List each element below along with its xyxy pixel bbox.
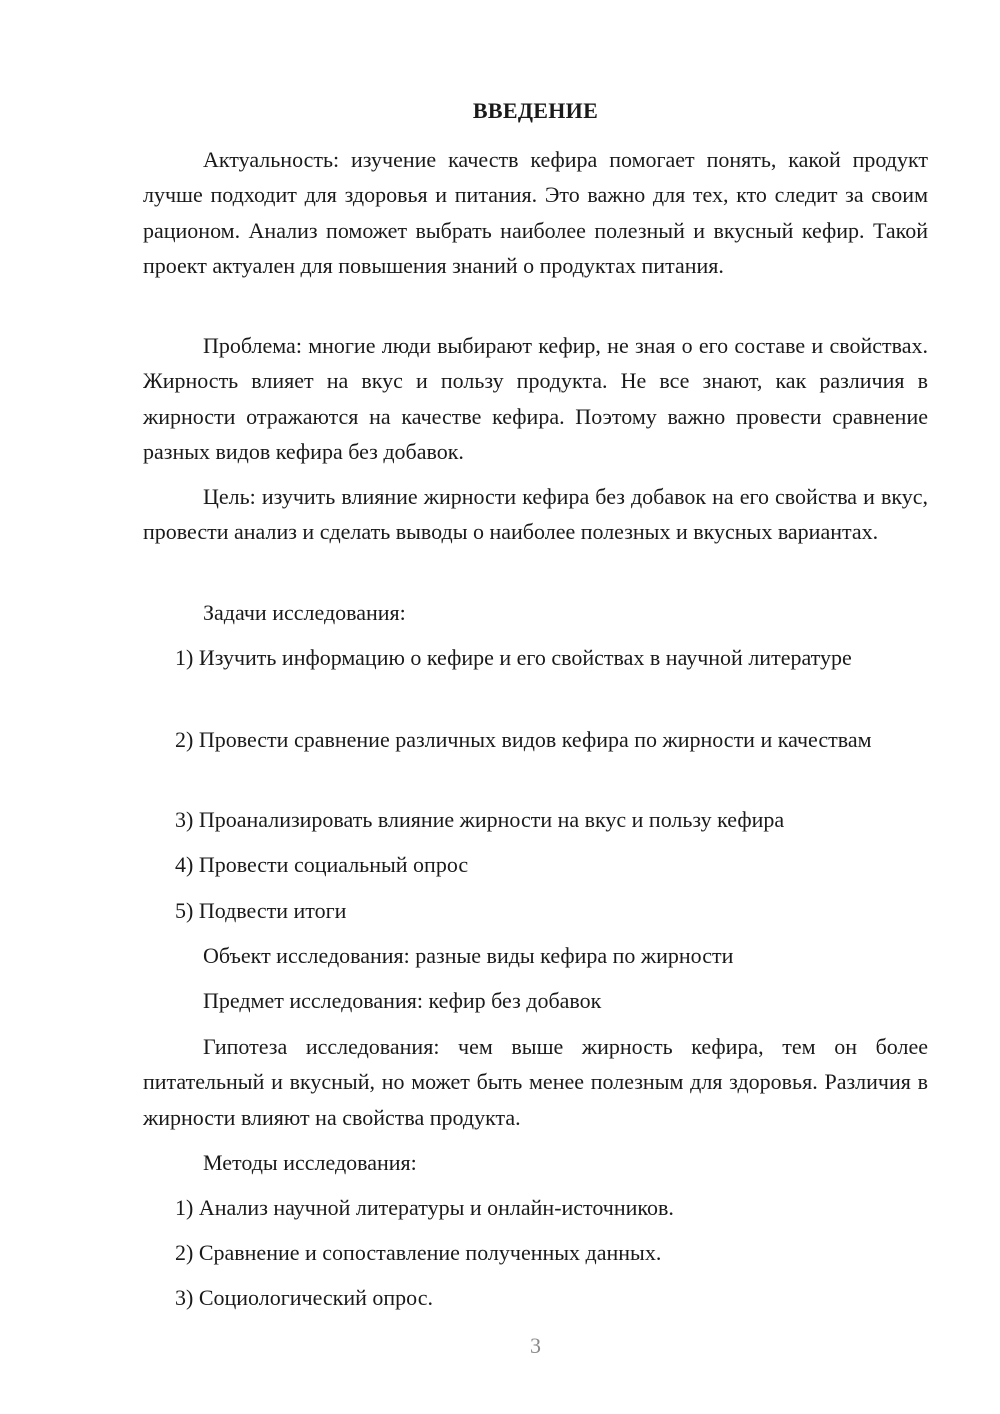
methods-heading: Методы исследования: bbox=[203, 1150, 417, 1175]
paragraph-goal: Цель: изучить влияние жирности кефира без добавок на его свойства и вкус, провести анализ и сделать выводы о наиболее полезных и вкусных вариантах. bbox=[143, 484, 928, 545]
method-item-1: 1) Анализ научной литературы и онлайн-источников. bbox=[175, 1195, 674, 1220]
method-item-2: 2) Сравнение и сопоставление полученных данных. bbox=[175, 1240, 662, 1265]
paragraph-relevance: Актуальность: изучение качеств кефира помогает понять, какой продукт лучше подходит для здоровья и питания. Это важно для тех, кто следит за своим рационом. Анализ поможет выбрать наиболее полезный и вкусный кефир. Такой проект актуален для повышения знаний о продуктах питания. bbox=[143, 147, 928, 279]
paragraph-object: Объект исследования: разные виды кефира по жирности bbox=[203, 943, 734, 968]
paragraph-hypothesis: Гипотеза исследования: чем выше жирность кефира, тем он более питательный и вкусный, но может быть менее полезным для здоровья. Различия в жирности влияют на свойства продукта. bbox=[143, 1034, 928, 1130]
paragraph-subject: Предмет исследования: кефир без добавок bbox=[203, 988, 602, 1013]
method-item-3: 3) Социологический опрос. bbox=[175, 1285, 433, 1310]
section-title: ВВЕДЕНИЕ bbox=[472, 98, 599, 123]
paragraph-problem: Проблема: многие люди выбирают кефир, не зная о его составе и свойствах. Жирность влияет на вкус и пользу продукта. Не все знают, как различия в жирности отражаются на качестве кефира. Поэтому важно провести сравнение разных видов кефира без добавок. bbox=[143, 333, 928, 465]
task-item-3: 3) Проанализировать влияние жирности на вкус и пользу кефира bbox=[175, 807, 785, 832]
page-number: 3 bbox=[530, 1333, 541, 1358]
task-item-4: 4) Провести социальный опрос bbox=[175, 852, 469, 877]
task-item-1: 1) Изучить информацию о кефире и его свойствах в научной литературе bbox=[175, 645, 852, 670]
tasks-heading: Задачи исследования: bbox=[203, 600, 406, 625]
task-item-5: 5) Подвести итоги bbox=[175, 898, 347, 923]
task-item-2: 2) Провести сравнение различных видов кефира по жирности и качествам bbox=[175, 727, 872, 752]
